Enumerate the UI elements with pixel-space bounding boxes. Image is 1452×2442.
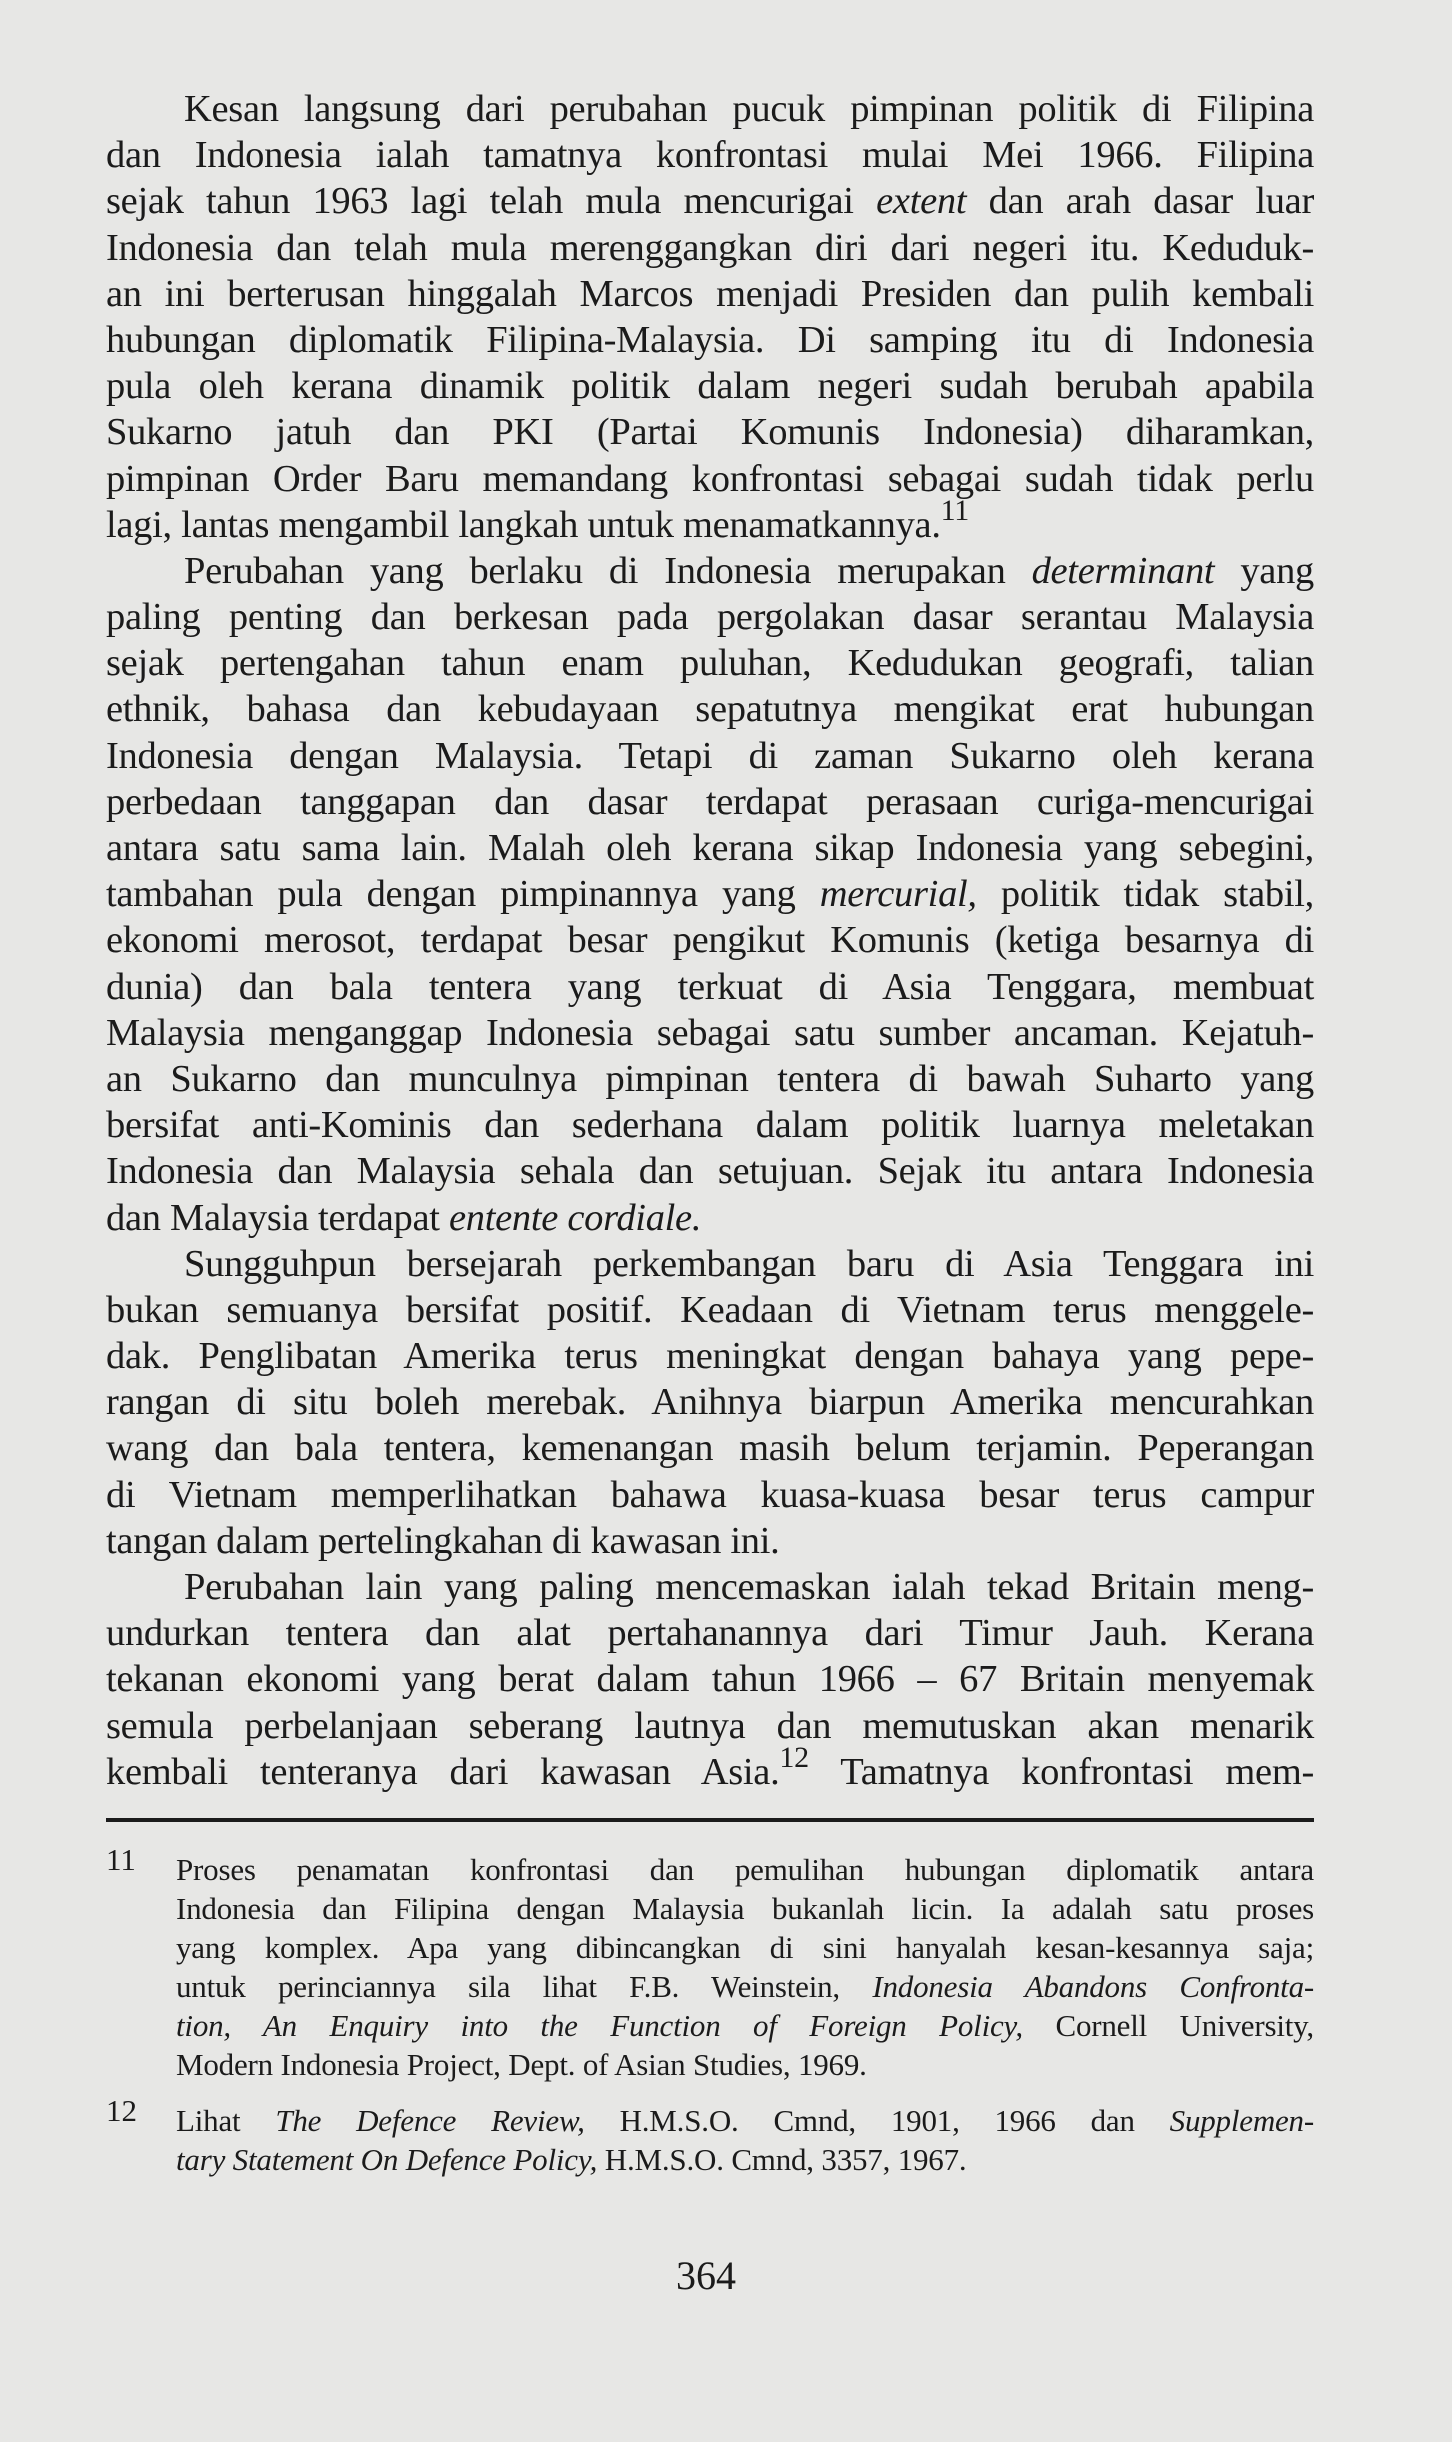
paragraph	[106, 86, 1314, 548]
text-line	[106, 548, 1314, 594]
text-segment: sejak tahun 1963 lagi telah mula mencurigai	[106, 180, 877, 223]
text-segment: dan Indonesia ialah tamatnya konfrontasi mulai Mei 1966. Filipina	[106, 134, 1314, 177]
text-segment: Malaysia menganggap Indonesia sebagai satu sumber ancaman. Kejatuh-	[106, 1011, 1314, 1054]
text-segment: dunia) dan bala tentera yang terkuat di Asia Tenggara, membuat	[106, 965, 1314, 1008]
text-segment: pula oleh kerana dinamik politik dalam negeri sudah berubah apabila	[106, 365, 1314, 408]
footnote-marker: 12	[106, 2093, 137, 2128]
text-segment: dak. Penglibatan Amerika terus meningkat dengan bahaya yang pepe-	[106, 1335, 1314, 1378]
text-line	[176, 2006, 1314, 2045]
text-line	[106, 1564, 1314, 1610]
text-line	[106, 1472, 1314, 1518]
text-segment: undurkan tentera dan alat pertahanannya dari Timur Jauh. Kerana	[106, 1612, 1314, 1655]
text-line	[176, 1928, 1314, 1967]
text-line	[106, 1195, 1314, 1241]
footnote-marker: 11	[106, 1842, 136, 1877]
italic-text: mercurial,	[819, 873, 977, 916]
footnote-text	[176, 2101, 1314, 2179]
text-line	[176, 1889, 1314, 1928]
text-segment: yang komplex. Apa yang dibincangkan di sini hanyalah kesan-kesannya saja;	[176, 1930, 1314, 1965]
text-line	[106, 964, 1314, 1010]
italic-text: tary Statement On Defence Policy,	[176, 2142, 598, 2177]
text-line	[106, 779, 1314, 825]
text-line	[176, 2045, 1314, 2084]
text-line	[176, 1850, 1314, 1889]
text-line	[106, 317, 1314, 363]
text-segment: sejak pertengahan tahun enam puluhan, Kedudukan geografi, talian	[106, 642, 1314, 685]
text-segment: Sungguhpun bersejarah perkembangan baru di Asia Tenggara ini	[184, 1242, 1314, 1285]
text-segment: H.M.S.O. Cmnd, 3357, 1967.	[597, 2142, 967, 2177]
italic-text: extent	[876, 180, 967, 223]
text-line	[106, 1102, 1314, 1148]
text-line	[106, 640, 1314, 686]
text-segment: perbedaan tanggapan dan dasar terdapat perasaan curiga-mencurigai	[106, 780, 1314, 823]
text-segment: antara satu sama lain. Malah oleh kerana sikap Indonesia yang sebegini,	[106, 827, 1314, 869]
text-segment: di Vietnam memperlihatkan bahawa kuasa-kuasa besar terus campur	[106, 1473, 1314, 1516]
text-segment: an Sukarno dan munculnya pimpinan tentera di bawah Suharto yang	[106, 1057, 1314, 1100]
text-line	[106, 1656, 1314, 1702]
text-segment: Modern Indonesia Project, Dept. of Asian Studies, 1969.	[176, 2047, 867, 2082]
text-line	[106, 86, 1314, 132]
text-line	[106, 456, 1314, 502]
text-segment: paling penting dan berkesan pada pergolakan dasar serantau Malaysia	[106, 596, 1314, 639]
text-segment: yang	[1214, 549, 1314, 592]
text-line	[106, 686, 1314, 732]
footnote-reference: 12	[779, 1741, 809, 1775]
text-segment: Proses penamatan konfrontasi dan pemulihan hubungan diplomatik antara	[176, 1852, 1314, 1887]
text-segment: Perubahan yang berlaku di Indonesia merupakan	[184, 549, 1032, 592]
text-line	[106, 271, 1314, 317]
text-segment: untuk perinciannya sila lihat F.B. Weinstein,	[176, 1969, 873, 2004]
text-segment: politik tidak stabil,	[976, 873, 1315, 916]
text-segment: an ini berterusan hinggalah Marcos menjadi Presiden dan pulih kembali	[106, 272, 1314, 315]
text-segment: tangan dalam pertelingkahan di kawasan ini.	[106, 1519, 780, 1562]
italic-text: entente cordiale.	[448, 1196, 702, 1239]
text-line	[106, 1287, 1314, 1333]
text-segment: Indonesia dan Malaysia sehala dan setujuan. Sejak itu antara Indonesia	[106, 1150, 1314, 1193]
italic-text: determinant	[1031, 549, 1215, 592]
text-line	[106, 1518, 1314, 1564]
text-line	[106, 409, 1314, 455]
text-segment: tekanan ekonomi yang berat dalam tahun 1966 – 67 Britain menyemak	[106, 1658, 1314, 1701]
text-line	[106, 733, 1314, 779]
text-segment: kembali tenteranya dari kawasan Asia.	[106, 1750, 780, 1793]
text-line	[176, 2140, 1314, 2179]
paragraph	[106, 1241, 1314, 1564]
italic-text: The Defence Review,	[275, 2103, 585, 2138]
text-segment: H.M.S.O. Cmnd, 1901, 1966 dan	[584, 2103, 1170, 2138]
body-text	[106, 86, 1314, 1795]
text-line	[106, 1241, 1314, 1287]
text-line	[106, 594, 1314, 640]
text-line	[106, 1741, 1314, 1795]
text-segment: pimpinan Order Baru memandang konfrontasi sebagai sudah tidak perlu	[106, 457, 1314, 500]
text-line	[106, 1148, 1314, 1194]
text-segment: Indonesia dengan Malaysia. Tetapi di zaman Sukarno oleh kerana	[106, 734, 1314, 777]
text-segment: dan Malaysia terdapat	[106, 1196, 449, 1239]
text-segment: bukan semuanya bersifat positif. Keadaan di Vietnam terus menggele-	[106, 1288, 1314, 1331]
text-line	[106, 1010, 1314, 1056]
text-line	[106, 1056, 1314, 1102]
text-line	[106, 1379, 1314, 1425]
text-line	[106, 871, 1314, 917]
text-segment: lagi, lantas mengambil langkah untuk menamatkannya.	[106, 503, 941, 546]
italic-text: Supplemen-	[1169, 2103, 1314, 2138]
text-line	[106, 225, 1314, 271]
text-segment: ekonomi merosot, terdapat besar pengikut Komunis (ketiga besarnya di	[106, 919, 1314, 962]
text-line	[106, 132, 1314, 178]
paragraph	[106, 548, 1314, 1241]
footnote-text	[176, 1850, 1314, 2084]
text-segment: bersifat anti-Kominis dan sederhana dalam politik luarnya meletakan	[106, 1104, 1314, 1147]
text-line	[106, 494, 1314, 548]
text-segment: Perubahan lain yang paling mencemaskan ialah tekad Britain meng-	[184, 1566, 1314, 1608]
text-line	[106, 825, 1314, 871]
text-line	[106, 363, 1314, 409]
text-segment: Tamatnya konfrontasi mem-	[808, 1750, 1314, 1793]
text-segment: tambahan pula dengan pimpinannya yang	[106, 873, 820, 916]
text-segment: Indonesia dan Filipina dengan Malaysia bukanlah licin. Ia adalah satu proses	[176, 1891, 1314, 1926]
text-line	[106, 917, 1314, 963]
footnote-divider	[106, 1818, 1314, 1822]
text-line	[106, 1425, 1314, 1471]
text-segment: Cornell University,	[1022, 2008, 1314, 2043]
text-segment: Indonesia dan telah mula merenggangkan diri dari negeri itu. Keduduk-	[106, 226, 1314, 269]
text-line	[176, 2101, 1314, 2140]
paragraph	[106, 1564, 1314, 1795]
italic-text: tion, An Enquiry into the Function of Foreign Policy,	[176, 2008, 1023, 2043]
text-segment: wang dan bala tentera, kemenangan masih belum terjamin. Peperangan	[106, 1427, 1314, 1470]
text-line	[106, 1703, 1314, 1749]
text-segment: semula perbelanjaan seberang lautnya dan memutuskan akan menarik	[106, 1704, 1314, 1747]
page-number: 364	[676, 2253, 736, 2298]
text-segment: Lihat	[176, 2103, 276, 2138]
text-segment: dan arah dasar luar	[966, 180, 1314, 223]
text-segment: rangan di situ boleh merebak. Anihnya biarpun Amerika mencurahkan	[106, 1381, 1314, 1424]
text-line	[176, 1967, 1314, 2006]
text-segment: Kesan langsung dari perubahan pucuk pimpinan politik di Filipina	[184, 88, 1314, 130]
text-segment: ethnik, bahasa dan kebudayaan sepatutnya mengikat erat hubungan	[106, 688, 1314, 731]
text-line	[106, 178, 1314, 224]
text-segment: Sukarno jatuh dan PKI (Partai Komunis Indonesia) diharamkan,	[106, 411, 1314, 454]
text-segment: hubungan diplomatik Filipina-Malaysia. Di samping itu di Indonesia	[106, 318, 1314, 361]
footnote-reference: 11	[940, 494, 969, 528]
text-line	[106, 1333, 1314, 1379]
text-line	[106, 1610, 1314, 1656]
italic-text: Indonesia Abandons Confronta-	[872, 1969, 1315, 2004]
